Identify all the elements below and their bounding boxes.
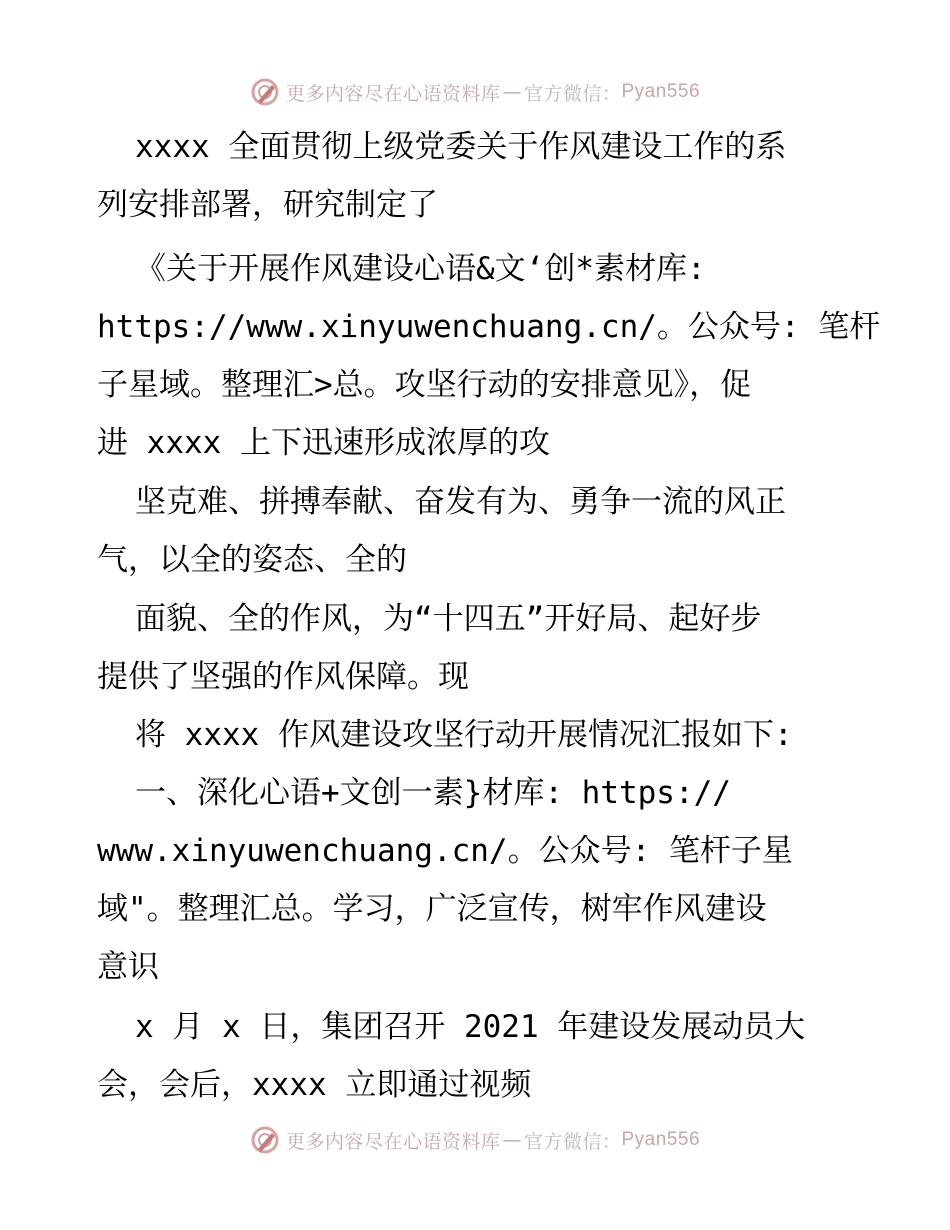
- banner-dash: —: [502, 81, 522, 103]
- banner-wechat-id: Pyan556: [621, 81, 701, 102]
- body-line: 列安排部署，研究制定了: [97, 187, 438, 223]
- banner-brand-text: 更多内容尽在心语资料库: [285, 82, 501, 105]
- body-line: 域"。整理汇总。学习，广泛宣传，树牢作风建设: [97, 891, 767, 927]
- footer-watermark-banner: [0, 1120, 950, 1160]
- body-line: 《关于开展作风建设心语&文‘创*素材库:: [135, 251, 706, 287]
- banner-official-label: 官方微信：: [523, 1130, 622, 1153]
- body-line: 一、深化心语+文创一素}材库: https://: [135, 775, 731, 811]
- banner-wechat-id: Pyan556: [621, 1129, 701, 1150]
- body-line: x 月 x 日，集团召开 2021 年建设发展动员大: [135, 1009, 806, 1045]
- banner-official-label: 官方微信：: [523, 82, 622, 105]
- pen-logo-icon: [250, 77, 280, 107]
- body-line: 进 xxxx 上下迅速形成浓厚的攻: [97, 425, 550, 461]
- body-line: 坚克难、拼搏奉献、奋发有为、勇争一流的风正: [135, 484, 786, 520]
- header-watermark-banner: [0, 72, 950, 112]
- pen-logo-icon: [250, 1125, 280, 1155]
- body-line: 提供了坚强的作风保障。现: [97, 659, 469, 695]
- banner-dash: —: [502, 1129, 522, 1151]
- body-line: https://www.xinyuwenchuang.cn/。公众号: 笔杆: [97, 309, 881, 345]
- body-line: xxxx 全面贯彻上级党委关于作风建设工作的系: [135, 129, 787, 165]
- body-line: 子星域。整理汇>总。攻坚行动的安排意见》，促: [97, 367, 752, 403]
- body-line: 将 xxxx 作风建设攻坚行动开展情况汇报如下:: [135, 717, 793, 753]
- banner-brand-text: 更多内容尽在心语资料库: [285, 1130, 501, 1153]
- body-line: 气，以全的姿态、全的: [97, 542, 407, 578]
- body-line: www.xinyuwenchuang.cn/。公众号: 笔杆子星: [97, 833, 793, 869]
- body-line: 会，会后，xxxx 立即通过视频: [97, 1067, 532, 1103]
- body-line: 面貌、全的作风，为“十四五”开好局、起好步: [135, 601, 762, 637]
- body-line: 意识: [97, 949, 159, 985]
